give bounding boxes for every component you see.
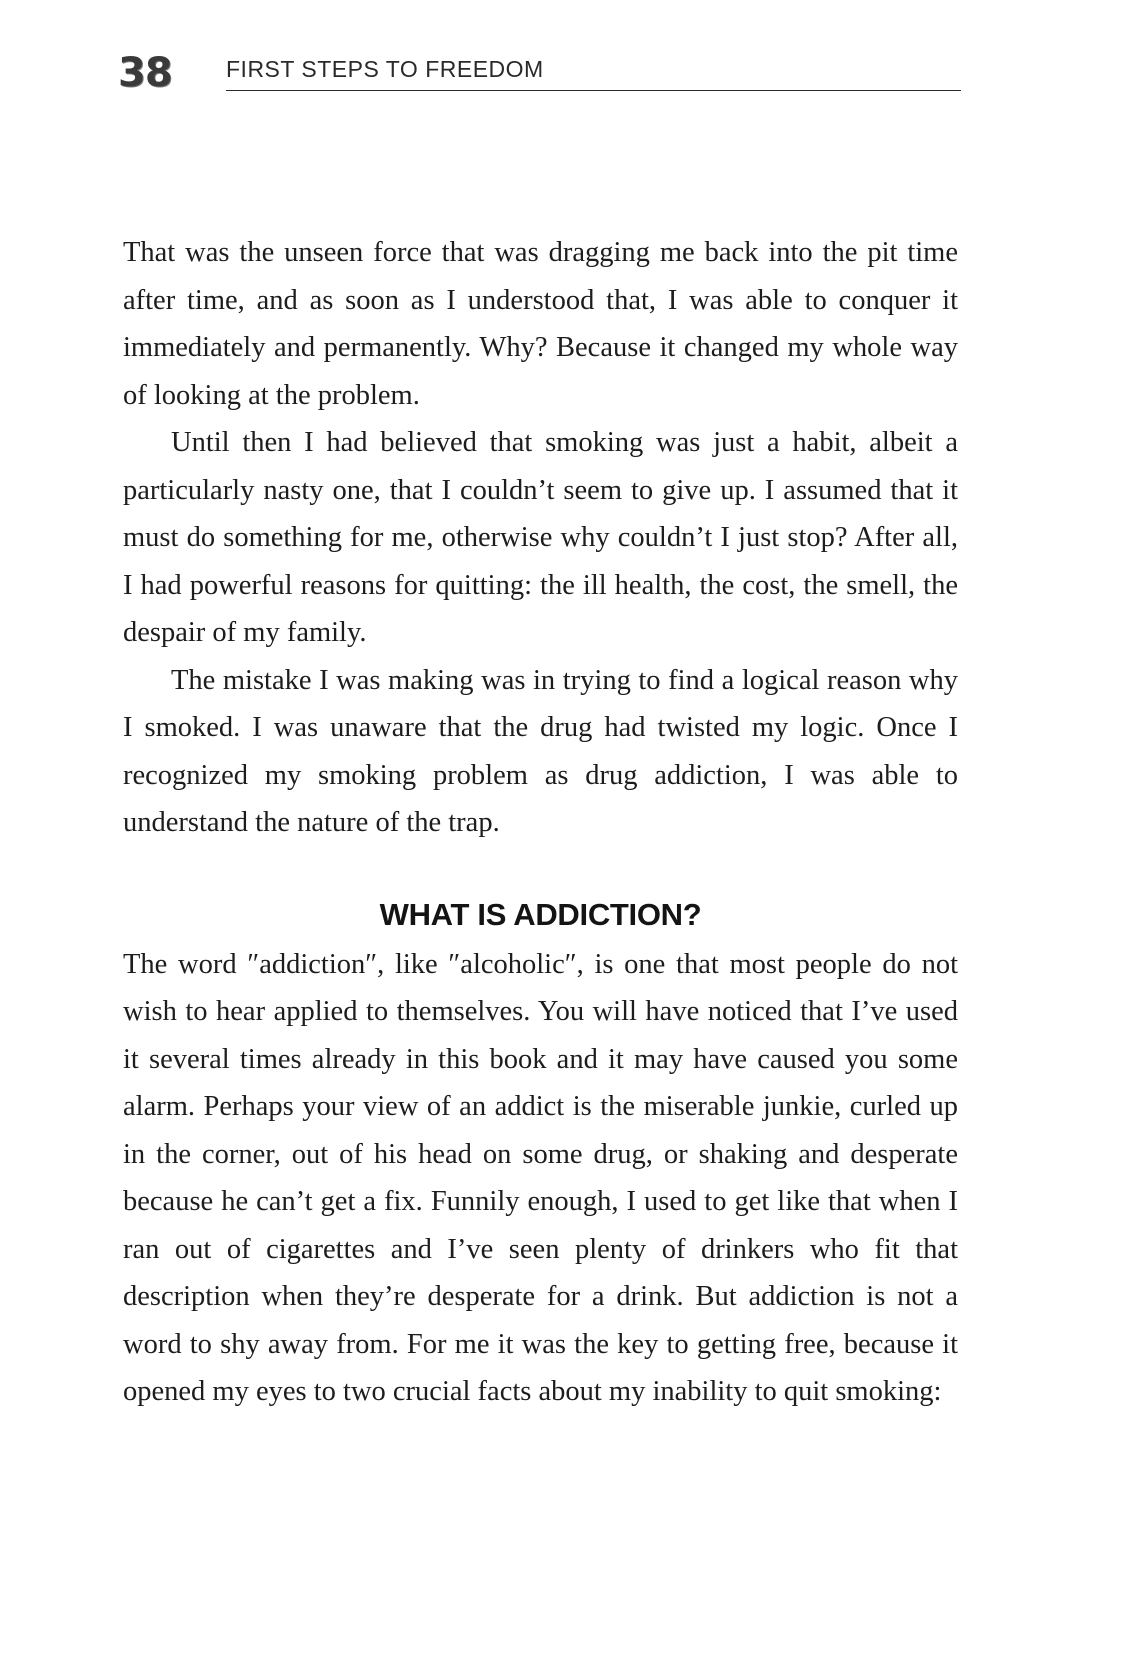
paragraph: That was the unseen force that was dragging me back into the pit time after time, and as soon as I understood that, I was able to conquer it immediately and permanently. Why? Because it changed my whole way of looking at the problem. xyxy=(123,237,958,411)
paragraph: The mistake I was making was in trying to find a logical reason why I smoked. I was unaware that the drug had twisted my logic. Once I recognized my smoking problem as drug addiction, I was able to understand the nature of the trap. xyxy=(123,664,958,838)
running-header xyxy=(118,50,960,96)
running-title: FIRST STEPS TO FREEDOM xyxy=(226,56,544,82)
body-text xyxy=(123,229,958,1416)
paragraph: Until then I had believed that smoking was just a habit, albeit a particularly nasty one, that I couldn’t seem to give up. I assumed that it must do something for me, otherwise why couldn’t I just stop? After all, I had powerful reasons for quitting: the ill health, the cost, the smell, the despair of my family. xyxy=(123,427,958,648)
section-heading: WHAT IS ADDICTION? xyxy=(379,896,702,932)
page-number: 38 xyxy=(118,50,172,96)
paragraph: The word ″addiction″, like ″alcoholic″, is one that most people do not wish to hear applied to themselves. You will have noticed that I’ve used it several times already in this book and it may have caused you some alarm. Perhaps your view of an addict is the miserable junkie, curled up in the corner, out of his head on some drug, or shaking and desperate because he can’t get a fix. Funnily enough, I used to get like that when I ran out of cigarettes and I’ve seen plenty of drinkers who fit that description when they’re desperate for a drink. But addiction is not a word to shy away from. For me it was the key to getting free, because it opened my eyes to two crucial facts about my inability to quit smoking: xyxy=(123,948,958,1407)
header-rule xyxy=(226,90,961,91)
